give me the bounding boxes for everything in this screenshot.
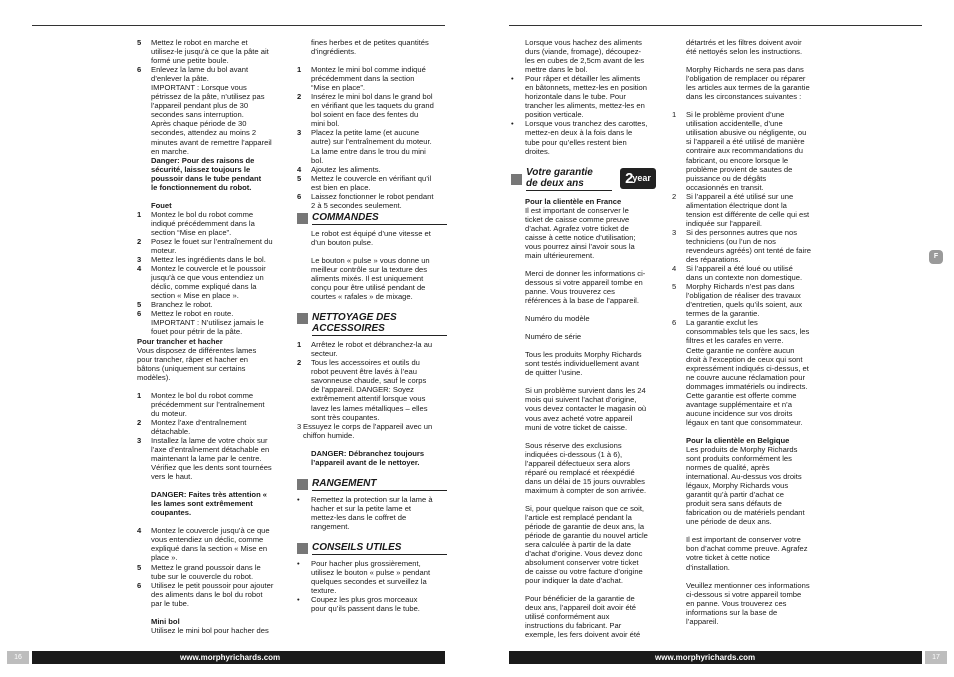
paragraph-text: Utilisez le mini bol pour hacher des [151,625,269,635]
badge-number: 2 [625,170,633,188]
numbered-step [672,318,824,427]
step-text-block [311,165,447,174]
paragraph-text: Pour bénéficier de la garantie de deux ans, l’appareil doit avoir été utilisé conformément aux instructions du fabricant. Par exemple, les fers doivent avoir été [525,594,641,640]
spacer [672,101,824,110]
bold-paragraph: Pour la clientèle en France [525,196,622,206]
paragraph-text: Vous disposez de différentes lames pour trancher, râper et hacher en bâtons (uniquement sur certains modèles). [137,345,257,382]
numbered-step [137,38,285,65]
spacer [297,467,447,476]
step-text-block [686,264,824,282]
left-page-column-1 [137,38,285,635]
paragraph-text: Il est important de conserver le ticket de caisse comme preuve d’achat. Agrafez votre ticket de caisse à cette notice d’utilisation; vous pourrez ainsi l’avoir sous la main ultérieurement. [525,205,636,260]
paragraph-text: Il est important de conserver votre bon d’achat comme preuve. Agrafez votre ticket à cette notice d’installation. [686,535,808,572]
step-number: 1 [672,110,677,120]
step-number: 6 [137,309,142,319]
step-number: 6 [672,318,677,328]
step-number: 1 [297,340,302,350]
paragraph-text: détartrés et les filtres doivent avoir été nettoyés selon les instructions. [686,38,803,57]
spacer [137,481,285,490]
section-marker-square [511,174,522,185]
subsection-heading: Pour trancher et hacher [137,336,223,346]
spacer [297,531,447,540]
step-text-block [151,436,285,481]
bullet-item [297,595,447,613]
warranty-title: Votre garantie de deux ans [526,167,612,191]
numbered-step [137,526,285,562]
numbered-step [672,282,824,318]
step-text: Insérez le mini bol dans le grand bol en vérifiant que les taquets du grand bol soient en face des fentes du mini bol. [311,92,434,129]
section-marker-square [297,479,308,490]
numbered-step [137,264,285,300]
step-text: Mettez le couvercle en vérifiant qu’il est bien en place. [311,173,432,192]
numbered-step [137,391,285,418]
step-text: Si des personnes autres que nos techniciens (ou l’un de nos revendeurs agréés) ont tenté de faire des réparations. [686,227,811,265]
step-number: 1 [297,65,302,75]
left-page-column-2 [297,38,447,613]
step-number: 1 [137,390,142,400]
paragraph-text: Numéro de série [525,332,582,342]
paragraph-text: Si, pour quelque raison que ce soit, l’article est remplacé pendant la période de garantie de deux ans, la période de garantie du nouvel article sera calculée à partir de la date d’achat d’origine. Vous devez donc absolument conserver votre ticket de caisse ou votre facture d’origine pour indiquer la date d’achat. [525,503,648,586]
bullet-dot-icon: • [297,595,300,605]
section-marker-square [297,213,308,224]
step-text: Montez le mini bol comme indiqué précédemment dans la section “Mise en place”. [311,65,426,93]
step-number: 6 [137,580,142,590]
language-tab-french: F [929,250,943,264]
step-text: La garantie exclut les consommables tels que les sacs, les filtres et les carafes en verre. Cette garantie ne confère aucun droit à l’exception de ceux qui sont expressément indiqués ci-dessus, et ne couvre aucune réclamation pour dommages immatériels ou indirects. Cette garantie est offerte comme avantage supplémentaire et n’a aucune incidence sur vos droits légaux en tant que consommateur. [686,318,810,427]
step-text-block [686,110,824,191]
step-text: Montez l’axe d’entraînement détachable. [151,417,247,436]
warranty-heading [511,167,661,191]
step-text-block [686,318,824,427]
paragraph-text: Tous les produits Morphy Richards sont testés individuellement avant de quitter l’usine. [525,350,642,378]
spacer [672,56,824,65]
step-text-block [311,65,447,92]
section-marker-square [297,543,308,554]
step-text: Branchez le robot. [151,300,213,310]
step-text: Ajoutez les aliments. [311,164,381,174]
paragraph-text: fines herbes et de petites quantités d’ingrédients. [311,38,429,57]
step-text-block [151,264,285,300]
spacer [297,301,447,310]
spacer [297,440,447,449]
bold-paragraph: Pour la clientèle en Belgique [686,435,790,445]
spacer [511,156,661,165]
bullet-dot-icon: • [511,74,514,84]
section-marker-square [297,313,308,324]
footer-url-left[interactable]: www.morphyrichards.com [180,653,281,662]
numbered-step [137,300,285,309]
step-text: Montez le couvercle jusqu’à ce que vous entendiez un déclic, comme expliqué dans la section « Mise en place ». [151,526,270,563]
section-title: RANGEMENT [312,478,447,491]
step-text-block [686,228,824,264]
spacer [511,432,661,441]
paragraph-text: Sous réserve des exclusions indiquées ci-dessous (1 à 6), l’appareil défectueux sera alors réparé ou remplacé et réexpédié dans un délai de 15 jours ouvrables maximum à compter de son arrivée. [525,440,647,495]
bullet-dot-icon: • [297,558,300,568]
step-text-block [686,282,824,318]
danger-warning: Danger: Pour des raisons de sécurité, laissez toujours le poussoir dans le tube pendant le fonctionnement du robot. [151,155,262,192]
step-number: 5 [297,173,302,183]
paragraph-text: Morphy Richards ne sera pas dans l’obligation de remplacer ou réparer les articles aux termes de la garantie dans les circonstances suivantes : [686,65,810,102]
numbered-step [672,192,824,228]
right-page-column-2 [672,38,824,626]
numbered-step [297,340,447,358]
step-text-block [151,210,285,237]
step-number: 5 [137,562,142,572]
danger-warning: DANGER: Faites très attention « les lames sont extrêmement coupantes. [151,490,268,518]
badge-word: year [632,173,651,184]
numbered-step [297,165,447,174]
numbered-step [137,255,285,264]
step-text-block [151,526,285,562]
footer-bar-left [32,651,445,664]
spacer [297,56,447,65]
numbered-step [297,174,447,192]
paragraph-text: Le bouton « pulse » vous donne un meilleur contrôle sur la texture des aliments mixés. Il est uniquement conçu pour être utilisé pendant de courtes « rafales » de mixage. [311,255,430,302]
step-text: Montez le bol du robot comme indiqué précédemment dans la section “Mise en place”. [151,209,255,237]
step-number: 5 [137,38,142,47]
step-text: Mettez le robot en marche et utilisez-le jusqu’à ce que la pâte ait formé une petite boule. [151,38,269,66]
step-number: 2 [297,358,302,368]
step-text: Placez la petite lame (et aucune autre) sur l’entraînement du moteur. La lame entre dans le trou du mini bol. [311,128,432,165]
bullet-item [511,74,661,119]
step-text-block [137,309,285,382]
section-heading [297,542,447,555]
paragraph-text: Le robot est équipé d’une vitesse et d’un bouton pulse. [311,228,431,247]
two-year-guarantee-badge [620,168,656,189]
bullet-text: Pour râper et détailler les aliments en bâtonnets, mettez-les en position horizontale dans le tube. Pour trancher les aliments, mettez-les en position verticale. [525,74,647,120]
step-text-block [686,192,824,228]
bold-paragraph: DANGER: Débranchez toujours l’appareil avant de le nettoyer. [311,448,425,467]
numbered-step [297,92,447,128]
spacer [511,323,661,332]
numbered-step [297,358,447,421]
spacer [137,382,285,391]
step-text: Mettez les ingrédients dans le bol. [151,255,266,265]
spacer [672,427,824,436]
step-number: 3 [672,227,677,237]
spacer [511,377,661,386]
spacer [137,517,285,526]
step-text: Utilisez le petit poussoir pour ajouter des aliments dans le bol du robot par le tube. [151,580,274,608]
paragraph-text: Les produits de Morphy Richards sont produits conformément les normes de qualité, après international. Au-dessus vos droits légaux, Morphy Richards vous garantit qu’à partir d’achat ce produit sera sans défauts de fabrication ou de matériels pendant une période de deux ans. [686,444,805,527]
step-text-block [311,340,447,358]
step-text-block [303,422,447,440]
step-text: Arrêtez le robot et débranchez-la au secteur. [311,340,433,359]
step-text: Mettez le grand poussoir dans le tube sur le couvercle du robot. [151,562,261,581]
numbered-step [297,128,447,164]
step-text: Si le problème provient d’une utilisation accidentelle, d’une utilisation abusive ou négligente, ou si l’appareil a été utilisé de manière contraire aux recommandations du fabricant, ou encore lorsque le problème provient de sautes de puissance ou de dégâts occasionnés en transit. [686,110,807,192]
numbered-step [137,309,285,381]
step-number: 2 [297,92,302,102]
step-number: 3 [137,435,142,445]
step-text: Laissez fonctionner le robot pendant 2 à 5 secondes seulement. [311,191,434,210]
step-number: 3 [297,128,302,138]
step-text: Mettez le robot en route. IMPORTANT : N’utilisez jamais le fouet pour pétrir de la pâte. [151,309,264,337]
step-text: Montez le couvercle et le poussoir jusqu’à ce que vous entendiez un déclic, comme expliqué dans la section « Mise en place ». [151,264,266,301]
step-text: Tous les accessoires et outils du robot peuvent être lavés à l’eau savonneuse chaude, sauf le corps de l’appareil. DANGER: Soyez extrêmement attentif lorsque vous lavez les lames métalliques – elles sont très coupantes. [311,358,428,422]
bullet-text: Remettez la protection sur la lame à hacher et sur la petite lame et mettez-les dans le coffret de rangement. [311,494,433,531]
numbered-step [137,581,285,608]
spacer [672,572,824,581]
step-number: 5 [137,300,142,310]
top-rule-right [509,25,922,26]
paragraph-text: Veuillez mentionner ces informations ci-dessous si votre appareil tombe en panne. Vous trouverez ces informations sur la base de l’appareil. [686,580,810,626]
spacer [672,526,824,535]
bullet-item [297,495,447,531]
bullet-item [297,559,447,595]
spacer [511,495,661,504]
step-text-block [311,92,447,128]
numbered-step [137,210,285,237]
numbered-step [672,264,824,282]
paragraph-text: Numéro du modèle [525,314,590,324]
section-heading [297,212,447,225]
spacer [297,247,447,256]
step-number: 4 [672,264,677,274]
step-number: 3 [297,421,302,431]
numbered-step [137,436,285,481]
section-title: NETTOYAGE DES ACCESSOIRES [312,312,447,336]
top-rule-left [32,25,445,26]
step-text: Essuyez le corps de l’appareil avec un chiffon humide. [303,421,433,440]
bullet-text: Coupez les plus gros morceaux pour qu’ils passent dans le tube. [311,595,420,614]
bullet-text: Pour hacher plus grossièrement, utilisez le bouton « pulse » pendant quelques secondes et surveillez la texture. [311,558,431,596]
numbered-step [137,418,285,436]
step-text: Si l’appareil a été loué ou utilisé dans un contexte non domestique. [686,264,803,283]
paragraph-text: Si un problème survient dans les 24 mois qui suivent l’achat d’origine, vous devez contacter le magasin où vous avez acheté votre appareil muni de votre ticket de caisse. [525,386,647,432]
numbered-step [672,110,824,191]
section-heading [297,478,447,491]
numbered-step [297,422,447,440]
step-text-block [151,255,285,264]
step-number: 4 [137,264,142,274]
step-text-block [151,237,285,255]
subsection-heading: Fouet [151,200,172,210]
bullet-dot-icon: • [511,119,514,129]
step-number: 5 [672,282,677,292]
spacer [511,341,661,350]
step-text: Posez le fouet sur l’entraînement du moteur. [151,236,273,256]
step-text-block [151,38,285,65]
step-number: 1 [137,209,142,219]
bullet-text: Lorsque vous tranchez des carottes, mettez-en deux à la fois dans le tube pour qu’elles restent bien droites. [525,119,648,156]
section-title: CONSEILS UTILES [312,542,447,555]
section-title: COMMANDES [312,212,447,225]
numbered-step [137,237,285,255]
step-text-block [151,418,285,436]
spacer [137,192,285,201]
step-text: Installez la lame de votre choix sur l’axe d’entraînement détachable en maintenant la lame par le centre. Vérifiez que les dents sont tournées vers le haut. [151,435,272,482]
step-text-block [311,174,447,192]
spacer [511,260,661,269]
footer-url-right[interactable]: www.morphyrichards.com [655,653,756,662]
numbered-step [297,192,447,210]
footer-bar-right [509,651,922,664]
paragraph-text: Merci de donner les informations ci- dessous si votre appareil tombe en panne. Vous trouverez ces références à la base de l’appareil. [525,268,646,306]
numbered-step [137,563,285,581]
page-number-left: 16 [7,651,29,664]
step-number: 4 [137,526,142,536]
right-page-column-1 [511,38,661,640]
step-text-block [151,581,285,608]
section-heading [297,312,447,336]
paragraph-text: Lorsque vous hachez des aliments durs (viande, fromage), découpez- les en cubes de 2,5cm avant de les mettre dans le bol. [525,38,645,75]
step-number: 4 [297,164,302,174]
page-number-right: 17 [925,651,947,664]
numbered-step [137,65,285,192]
step-text-block [311,192,447,210]
subsection-heading: Mini bol [151,616,180,626]
numbered-step [672,228,824,264]
step-text-block [151,300,285,309]
spacer [137,608,285,617]
step-number: 2 [137,236,142,246]
step-text: Si l’appareil a été utilisé sur une alimentation électrique dont la tension est différente de celle qui est indiquée sur l’appareil. [686,191,810,228]
step-text: Morphy Richards n’est pas dans l’obligation de réaliser des travaux d’entretien, quels qu’ils soient, aux termes de la garantie. [686,282,803,319]
step-number: 2 [672,191,677,201]
step-text-block [151,563,285,581]
step-text: Enlevez la lame du bol avant d’enlever la pâte. IMPORTANT : Lorsque vous pétrissez de la pâte, n’utilisez pas l’appareil pendant plus de 30 secondes sans interruption. Après chaque période de 30 secondes, attendez au moins 2 minutes avant de remettre l’appareil en marche. [151,65,272,156]
step-number: 3 [137,255,142,265]
step-number: 2 [137,417,142,427]
spacer [511,585,661,594]
step-text-block [151,65,285,192]
step-text: Montez le bol du robot comme précédemment sur l’entraînement du moteur. [151,390,265,418]
step-number: 6 [137,65,142,75]
step-text-block [151,391,285,418]
bullet-dot-icon: • [297,494,300,504]
step-text-block [311,128,447,164]
step-number: 6 [297,191,302,201]
spacer [511,305,661,314]
step-text-block [311,358,447,421]
bullet-item [511,119,661,155]
numbered-step [297,65,447,92]
